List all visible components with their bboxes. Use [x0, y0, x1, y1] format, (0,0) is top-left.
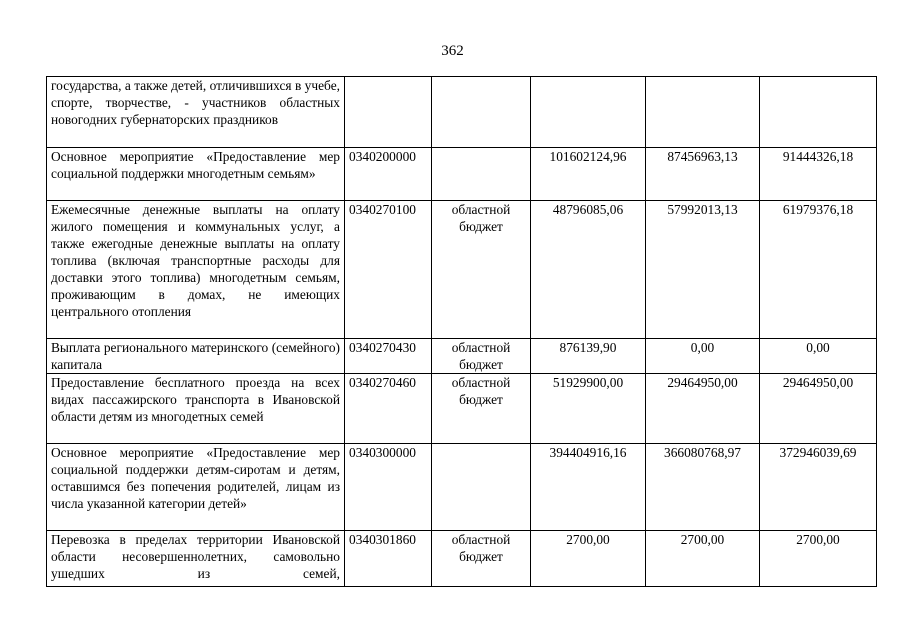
- amount-year2-cell: 366080768,97: [646, 444, 760, 531]
- funding-source-cell: [432, 77, 531, 148]
- target-code-cell: 0340301860: [345, 531, 432, 587]
- table-row: [47, 77, 877, 148]
- program-name-cell: Предоставление бесплатного проезда на всех видах пассажирского транспорта в Ивановской области детям из многодетных семей: [47, 374, 345, 444]
- amount-year3-cell: 61979376,18: [760, 201, 877, 339]
- funding-source-cell: областной бюджет: [432, 339, 531, 374]
- amount-year3-cell: [760, 77, 877, 148]
- table-row: [47, 339, 877, 374]
- amount-year3-cell: 0,00: [760, 339, 877, 374]
- target-code-cell: 0340270430: [345, 339, 432, 374]
- amount-year2-cell: 29464950,00: [646, 374, 760, 444]
- amount-year2-cell: 57992013,13: [646, 201, 760, 339]
- table-row: [47, 201, 877, 339]
- table-row: [47, 374, 877, 444]
- amount-year3-cell: 91444326,18: [760, 148, 877, 201]
- amount-year2-cell: 0,00: [646, 339, 760, 374]
- funding-source-cell: [432, 444, 531, 531]
- amount-year2-cell: [646, 77, 760, 148]
- amount-year1-cell: 876139,90: [531, 339, 646, 374]
- program-name-cell: Основное мероприятие «Предоставление мер социальной поддержки многодетным семьям»: [47, 148, 345, 201]
- table-row: [47, 444, 877, 531]
- table-row: [47, 148, 877, 201]
- amount-year1-cell: 48796085,06: [531, 201, 646, 339]
- amount-year2-cell: 2700,00: [646, 531, 760, 587]
- funding-source-cell: областной бюджет: [432, 201, 531, 339]
- amount-year1-cell: 101602124,96: [531, 148, 646, 201]
- program-name-cell: Ежемесячные денежные выплаты на оплату жилого помещения и коммунальных услуг, а также ежегодные денежные выплаты на оплату топлива (включая транспортные расходы для доставки этого топлива) многодетным семьям, проживающим в домах, не имеющих центрального отопления: [47, 201, 345, 339]
- amount-year2-cell: 87456963,13: [646, 148, 760, 201]
- budget-table: [46, 76, 877, 587]
- program-name-cell: Перевозка в пределах территории Ивановской области несовершеннолетних, самовольно ушедших из семей,: [47, 531, 345, 587]
- target-code-cell: 0340270100: [345, 201, 432, 339]
- funding-source-cell: областной бюджет: [432, 374, 531, 444]
- funding-source-cell: [432, 148, 531, 201]
- amount-year1-cell: 51929900,00: [531, 374, 646, 444]
- target-code-cell: 0340300000: [345, 444, 432, 531]
- amount-year1-cell: 2700,00: [531, 531, 646, 587]
- amount-year1-cell: [531, 77, 646, 148]
- amount-year3-cell: 372946039,69: [760, 444, 877, 531]
- target-code-cell: 0340200000: [345, 148, 432, 201]
- program-name-cell: Выплата регионального материнского (семейного) капитала: [47, 339, 345, 374]
- page-number: 362: [441, 43, 464, 59]
- program-name-cell: государства, а также детей, отличившихся в учебе, спорте, творчестве, - участников областных новогодних губернаторских праздников: [47, 77, 345, 148]
- amount-year3-cell: 2700,00: [760, 531, 877, 587]
- table-row: [47, 531, 877, 587]
- target-code-cell: [345, 77, 432, 148]
- funding-source-cell: областной бюджет: [432, 531, 531, 587]
- target-code-cell: 0340270460: [345, 374, 432, 444]
- program-name-cell: Основное мероприятие «Предоставление мер социальной поддержки детям-сиротам и детям, оставшимся без попечения родителей, лицам из числа указанной категории детей»: [47, 444, 345, 531]
- amount-year3-cell: 29464950,00: [760, 374, 877, 444]
- amount-year1-cell: 394404916,16: [531, 444, 646, 531]
